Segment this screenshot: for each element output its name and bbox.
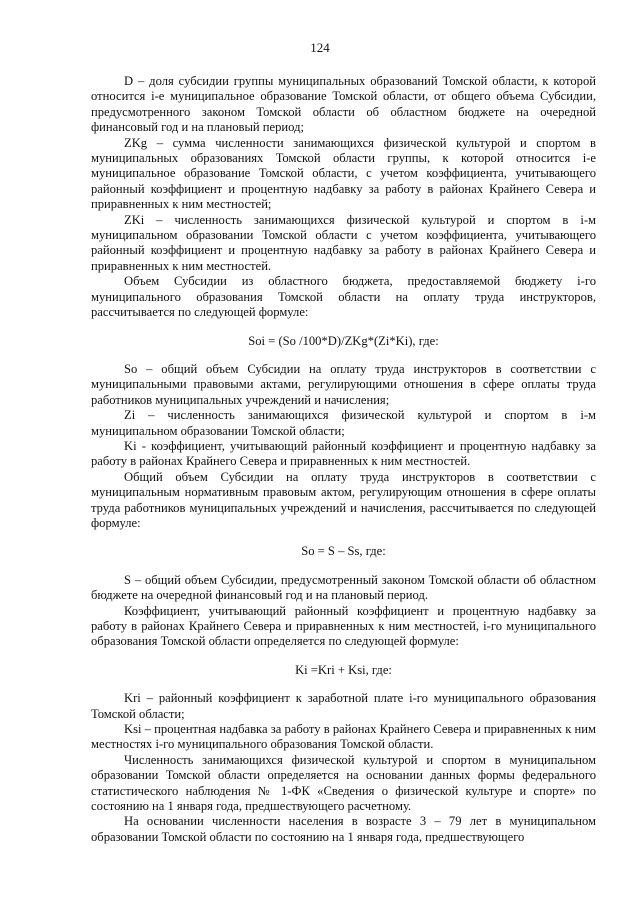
paragraph-coefficient: Коэффициент, учитывающий районный коэффициент и процентную надбавку за работу в районах Крайнего Севера и приравненных к ним местностей, i-го муниципального образования Томской области определяется по следующей формуле:	[91, 603, 596, 649]
paragraph-so-definition: So – общий объем Субсидии на оплату труда инструкторов в соответствии с муниципальными правовыми актами, регулирующими отношения в сфере оплаты труда работников муниципальных учреждений и начисления;	[91, 361, 596, 407]
paragraph-participants-count: Численность занимающихся физической культурой и спортом в муниципальном образовании Томской области определяется на основании данных формы федерального статистического наблюдения № 1-ФК «Сведения о физической культуре и спорте» по состоянию на 1 января года, предшествующего расчетному.	[91, 752, 596, 814]
paragraph-zi-definition: Zi – численность занимающихся физической культурой и спортом в i-м муниципальном образовании Томской области;	[91, 408, 596, 438]
formula-so: So = S – Ss, где:	[301, 544, 386, 559]
page-number: 124	[310, 40, 330, 55]
formula-ki: Ki =Kri + Ksi, где:	[295, 662, 392, 677]
paragraph-subsidy-volume: Объем Субсидии из областного бюджета, предоставляемой бюджету i-го муниципального образования Томской области на оплату труда инструкторов, рассчитывается по следующей формуле:	[91, 274, 596, 320]
paragraph-ki-definition: Ki - коэффициент, учитывающий районный коэффициент и процентную надбавку за работу в районах Крайнего Севера и приравненных к ним местностей.	[91, 438, 596, 469]
paragraph-s-definition: S – общий объем Субсидии, предусмотренный законом Томской области об областном бюджете на очередной финансовый год и на плановый период.	[91, 572, 596, 603]
document-body	[91, 74, 596, 845]
paragraph-total-volume: Общий объем Субсидии на оплату труда инструкторов в соответствии с муниципальным нормативным правовым актом, регулирующим отношения в сфере оплаты труда работников муниципальных учреждений и начисления, рассчитывается по следующей формуле:	[91, 469, 596, 530]
paragraph-d-definition: D – доля субсидии группы муниципальных образований Томской области, к которой относится i-е муниципальное образование Томской области, от общего объема Субсидии, предусмотренного законом Томской области об областном бюджете на очередной финансовый год и на плановый период;	[91, 74, 596, 135]
paragraph-zki-definition: ZKi – численность занимающихся физической культурой и спортом в i-м муниципальном образовании Томской области с учетом коэффициента, учитывающего районный коэффициент и процентную надбавку за работу в районах Крайнего Севера и приравненных к ним местностей.	[91, 212, 596, 273]
formula-soi: Soi = (So /100*D)/ZKg*(Zi*Ki), где:	[248, 333, 439, 348]
paragraph-zkg-definition: ZKg – сумма численности занимающихся физической культурой и спортом в муниципальных образованиях Томской области группы, к которой относится i-е муниципальное образование Томской области, с учетом коэффициента, учитывающего районный коэффициент и процентную надбавку за работу в районах Крайнего Севера и приравненных к ним местностей;	[91, 135, 596, 212]
paragraph-population-basis: На основании численности населения в возрасте 3 – 79 лет в муниципальном образовании Томской области по состоянию на 1 января года, предшествующего	[91, 814, 596, 844]
paragraph-ksi-definition: Ksi – процентная надбавка за работу в районах Крайнего Севера и приравненных к ним местностях i-го муниципального образования Томской области.	[91, 722, 596, 752]
paragraph-kri-definition: Kri – районный коэффициент к заработной плате i-го муниципального образования Томской области;	[91, 691, 596, 721]
